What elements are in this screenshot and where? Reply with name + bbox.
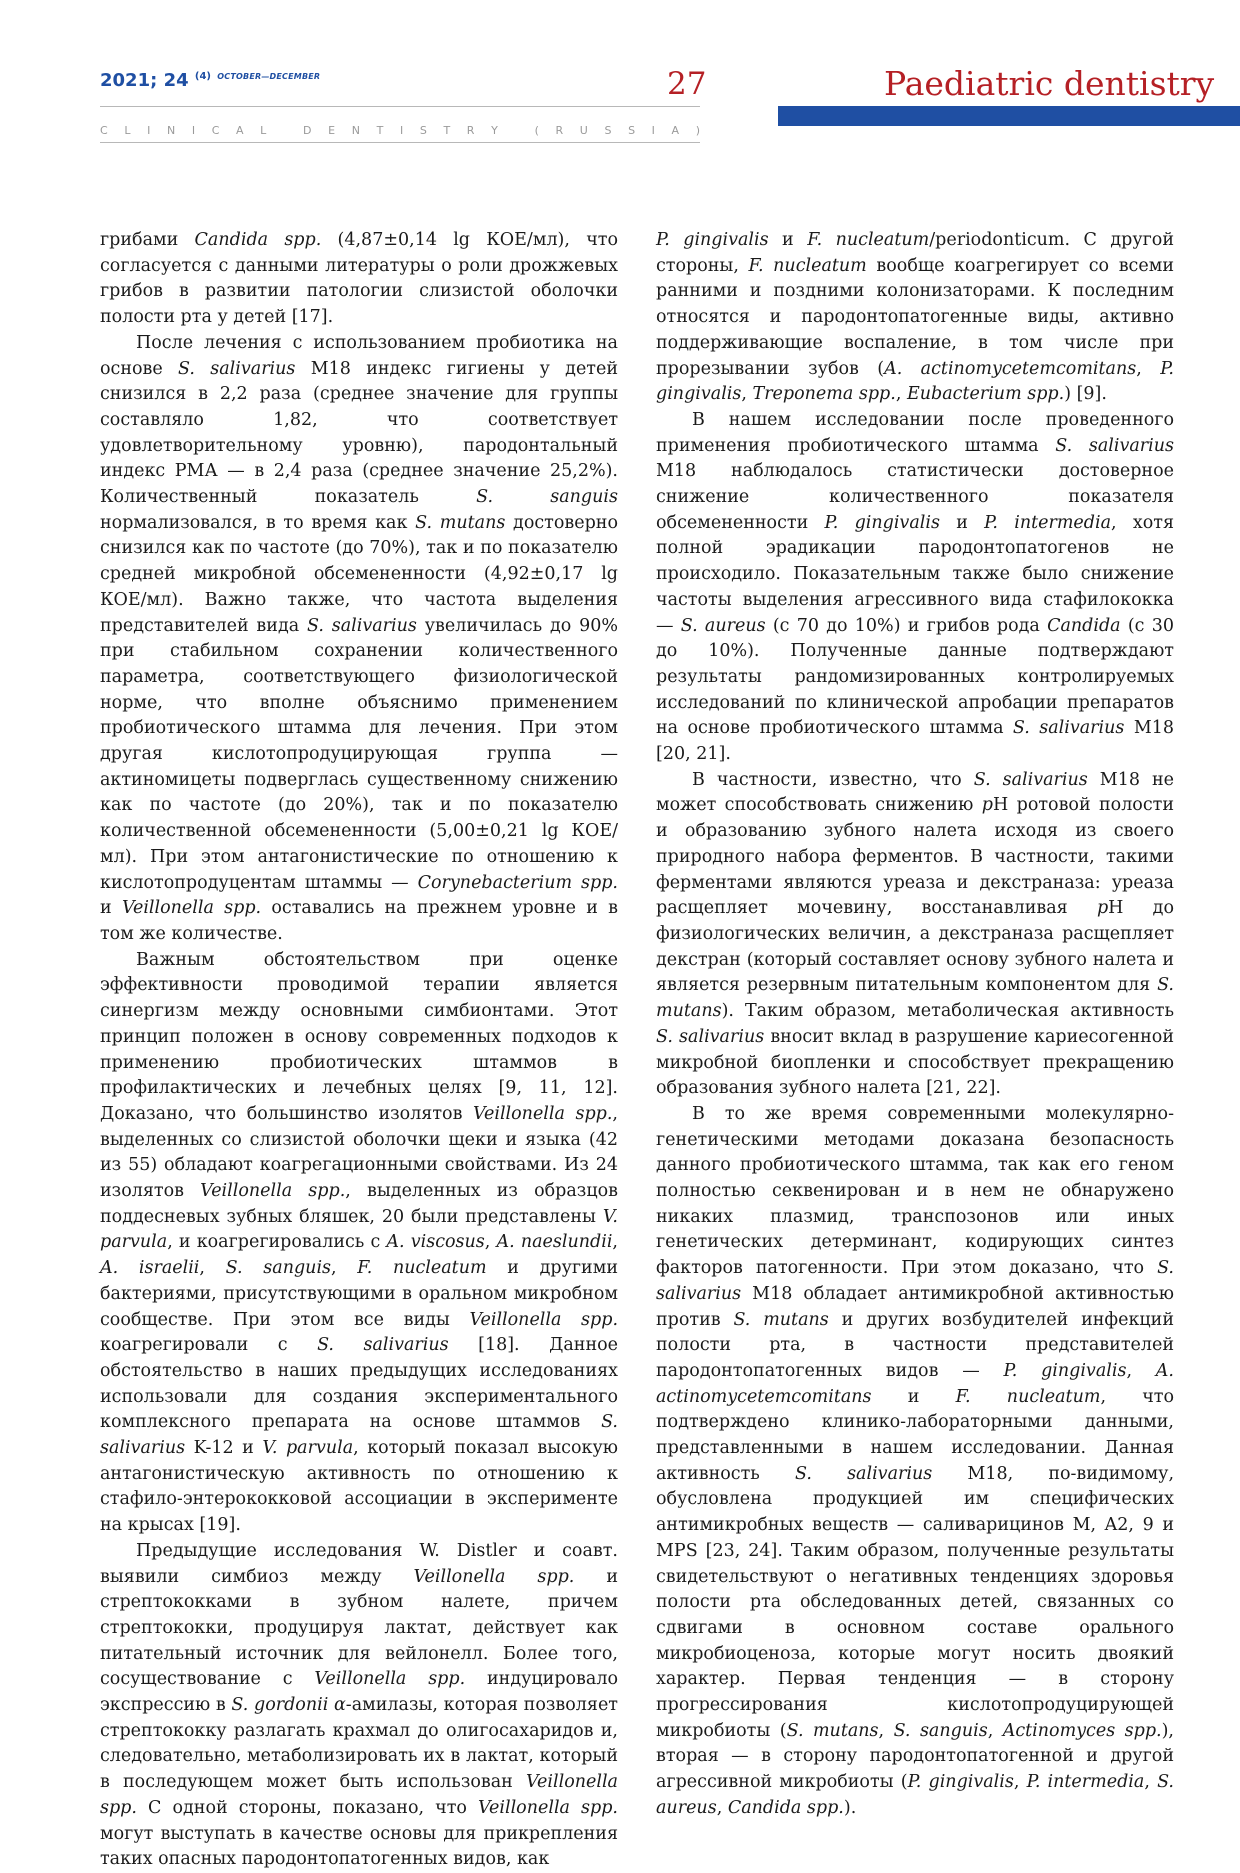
- issue-number: (4): [194, 71, 212, 82]
- journal-letter: R: [555, 124, 564, 137]
- body-paragraph: В частности, известно, что S. salivarius M18 не может способствовать снижению pH ротовой полости и образованию зубного налета исходя из своего природного набора ферментов. В частности, такими ферментами являются уреаза и декстраназа: уреаза расщепляет мочевину, восстанавливая pH до физиологических величин, а декстраназа расщепляет декстран (который составляет основу зубного налета и является резервным питательным компонентом для S. mutans). Таким образом, метаболическая активность S. salivarius вносит вклад в разрушение кариесогенной микробной биопленки и способствует прекращению образования зубного налета [21, 22].: [656, 769, 1174, 1099]
- journal-letter: N: [351, 124, 360, 137]
- journal-letter: (: [534, 124, 539, 137]
- journal-letter: S: [628, 124, 636, 137]
- journal-letter: S: [604, 124, 612, 137]
- year-volume: 2021; 24: [100, 70, 189, 91]
- left-text-column: [100, 228, 618, 1873]
- issue-months: OCTOBER—DECEMBER: [217, 72, 321, 81]
- issue-info: [100, 70, 320, 91]
- body-paragraph: грибами Candida spp. (4,87±0,14 lg КОЕ/мл), что согласуется с данными литературы о роли дрожжевых грибов в развитии патологии слизистой оболочки полости рта у детей [17].: [100, 230, 618, 328]
- journal-letter: C: [100, 124, 108, 137]
- journal-letter: R: [466, 124, 475, 137]
- body-paragraph: Предыдущие исследования W. Distler и соавт. выявили симбиоз между Veillonella spp. и стрептококками в зубном налете, причем стрептококки, продуцируя лактат, действует как питательный источник для вейлонелл. Более того, сосуществование с Veillonella spp. индуцировало экспрессию в S. gordonii α-амилазы, которая позволяет стрептококку разлагать крахмал до олигосахаридов и, следовательно, метаболизировать их в лактат, который в последующем может быть использован Veillonella spp. С одной стороны, показано, что Veillonella spp. могут выступать в качестве основы для прикрепления таких опасных пародонтопатогенных видов, как: [100, 1540, 618, 1870]
- journal-letter: U: [579, 124, 588, 137]
- journal-letter: Y: [491, 124, 498, 137]
- journal-letter: T: [376, 124, 384, 137]
- body-paragraph: После лечения с использованием пробиотика на основе S. salivarius M18 индекс гигиены у детей снизился в 2,2 раза (среднее значение для группы составляло 1,82, что соответствует удовлетворительному уровню), пародонтальный индекс РМА — в 2,4 раза (среднее значение 25,2%). Количественный показатель S. sanguis нормализовался, в то время как S. mutans достоверно снизился как по частоте (до 70%), так и по показателю средней микробной обсемененности (4,92±0,17 lg КОЕ/мл). Важно также, что частота выделения представителей вида S. salivarius увеличилась до 90% при стабильном сохранении количественного параметра, соответствующего физиологической норме, что вполне объяснимо применением пробиотического штамма для лечения. При этом другая кислотопродуцирующая группа — актиномицеты подверглась существенному снижению как по частоте (до 20%), так и по показателю количественной обсемененности (5,00±0,21 lg КОЕ/мл). При этом антагонистические по отношению к кислотопродуцентам штаммы — Corynebacterium spp. и Veillonella spp. оставались на прежнем уровне и в том же количестве.: [100, 332, 619, 944]
- journal-letter: [514, 124, 518, 137]
- body-paragraph: В то же время современными молекулярно-генетическими методами доказана безопасность данного пробиотического штамма, так как его геном полностью секвенирован и в нем не обнаружено никаких плазмид, транспозонов или иных генетических детерминант, кодирующих синтез факторов патогенности. При этом доказано, что S. salivarius M18 обладает антимикробной активностью против S. mutans и других возбудителей инфекций полости рта, в частности представителей пародонтопатогенных видов — P. gingivalis, A. actinomycetemcomitans и F. nucleatum, что подтверждено клинико-лабораторными данными, представленными в нашем исследовании. Данная активность S. salivarius M18, по-видимому, обусловлена продукцией им специфических антимикробных веществ — саливарицинов M, A2, 9 и MPS [23, 24]. Таким образом, полученные результаты свидетельствуют о негативных тенденциях здоровья полости рта обследованных детей, связанных со сдвигами в основном составе орального микробиоценоза, которые могут носить двоякий характер. Первая тенденция — в сторону прогрессирования кислотопродуцирующей микробиоты (S. mutans, S. sanguis, Actinomyces spp.), вторая — в сторону пародонтопатогенной и другой агрессивной микробиоты (P. gingivalis, P. intermedia, S. aureus, Candida spp.).: [656, 1103, 1175, 1818]
- journal-letter: A: [236, 124, 244, 137]
- body-paragraph: P. gingivalis и F. nucleatum/periodonticum. С другой стороны, F. nucleatum вообще коагрегирует со всеми ранними и поздними колонизаторами. К последним относятся и пародонтопатогенные виды, активно поддерживающие воспаление, в том числе при прорезывании зубов (A. actinomycetemcomitans, P. gingivalis, Treponema spp., Eubacterium spp.) [9].: [656, 230, 1175, 405]
- page-number: 27: [667, 66, 707, 102]
- body-paragraph: В нашем исследовании после проведенного применения пробиотического штамма S. salivarius M18 наблюдалось статистически достоверное снижение количественного показателя обсемененности P. gingivalis и P. intermedia, хотя полной эрадикации пародонтопатогенов не происходило. Показательным также было снижение частоты выделения агрессивного вида стафилококка — S. aureus (с 70 до 10%) и грибов рода Candida (с 30 до 10%). Полученные данные подтверждают результаты рандомизированных контролируемых исследований по клинической апробации препаратов на основе пробиотического штамма S. salivarius M18 [20, 21].: [656, 409, 1175, 765]
- journal-letter: L: [260, 124, 267, 137]
- journal-letter: E: [328, 124, 336, 137]
- journal-letter: I: [191, 124, 196, 137]
- journal-letter: N: [166, 124, 176, 137]
- journal-name: [100, 124, 700, 137]
- journal-letter: L: [124, 124, 131, 137]
- journal-letter: A: [671, 124, 680, 137]
- body-paragraph: Важным обстоятельством при оценке эффективности проводимой терапии является синергизм между основными симбионтами. Этот принцип положен в основу современных подходов к применению пробиотических штаммов в профилактических и лечебных целях [9, 11, 12]. Доказано, что большинство изолятов Veillonella spp., выделенных со слизистой оболочки щеки и языка (42 из 55) обладают коагрегационными свойствами. Из 24 изолятов Veillonella spp., выделенных из образцов поддесневых зубных бляшек, 20 были представлены V. parvula, и коагрегировались с A. viscosus, A. naeslundii, A. israelii, S. sanguis, F. nucleatum и другими бактериями, присутствующими в оральном микробном сообществе. При этом все виды Veillonella spp. коагрегировали с S. salivarius [18]. Данное обстоятельство в наших предыдущих исследованиях использовали для создания экспериментального комплексного препарата на основе штаммов S. salivarius K-12 и V. parvula, который показал высокую антагонистическую активность по отношению к стафило-энтерококковой ассоциации в эксперименте на крысах [19].: [100, 949, 619, 1536]
- journal-letter: D: [303, 124, 312, 137]
- section-color-bar: [778, 106, 1240, 126]
- page-header: [0, 0, 1240, 150]
- journal-letter: C: [211, 124, 220, 137]
- journal-letter: T: [443, 124, 451, 137]
- right-text-column: [656, 228, 1174, 1822]
- journal-letter: I: [399, 124, 404, 137]
- header-rule-bottom: [100, 142, 700, 143]
- journal-letter: I: [147, 124, 151, 137]
- journal-letter: I: [651, 124, 655, 137]
- journal-letter: ): [695, 124, 700, 137]
- journal-letter: [283, 124, 287, 137]
- section-title: Paediatric dentistry: [884, 64, 1215, 103]
- header-rule-top: [100, 106, 700, 107]
- journal-letter: S: [419, 124, 427, 137]
